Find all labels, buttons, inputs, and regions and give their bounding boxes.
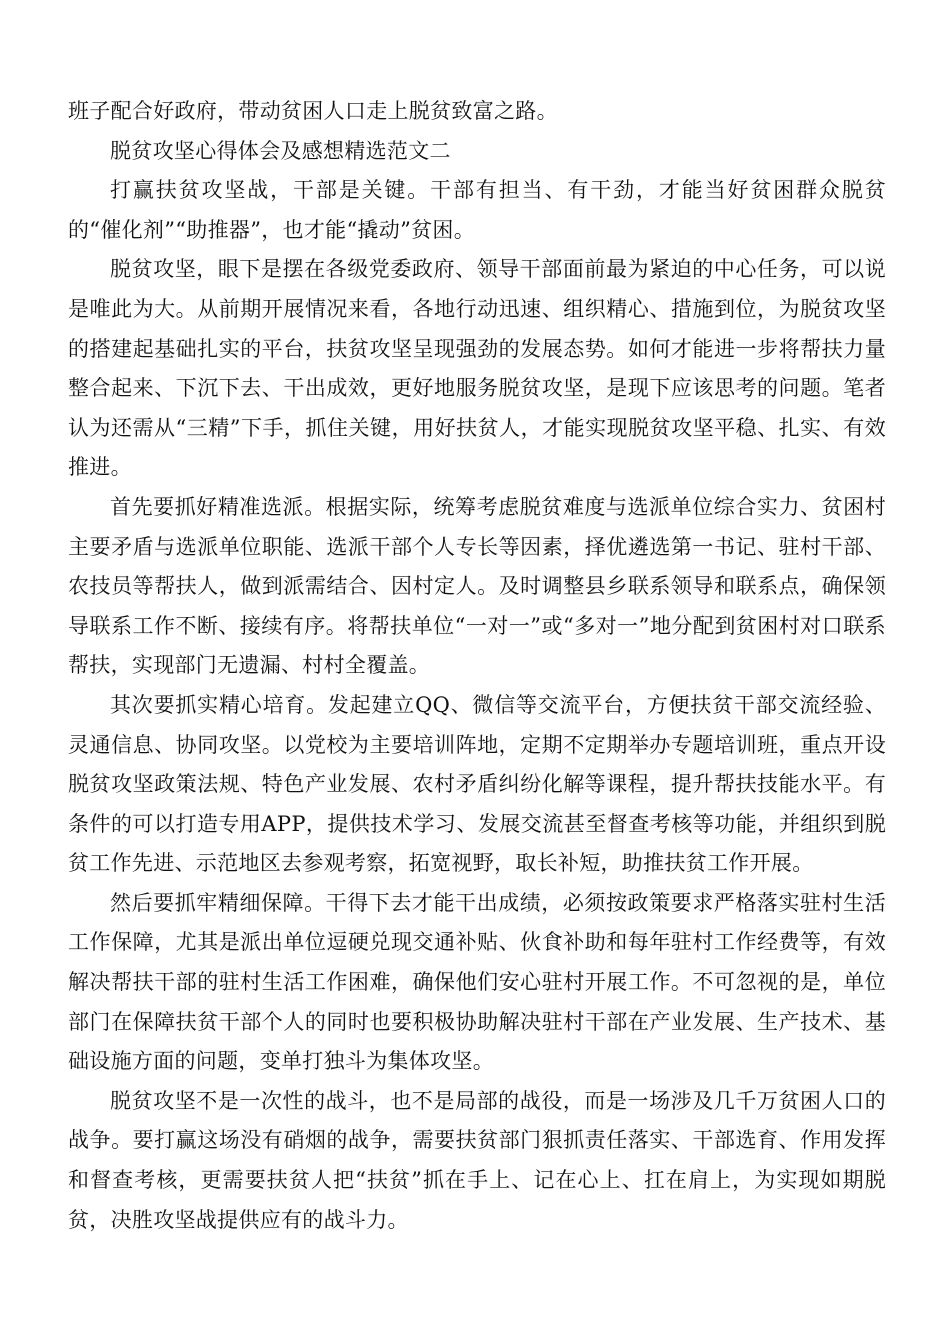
- body-paragraph: 首先要抓好精准选派。根据实际，统筹考虑脱贫难度与选派单位综合实力、贫困村主要矛盾与选派单位职能、选派干部个人专长等因素，择优遴选第一书记、驻村干部、农技员等帮扶人，做到派需结合、因村定人。及时调整县乡联系领导和联系点，确保领导联系工作不断、接续有序。将帮扶单位“一对一”或“多对一”地分配到贫困村对口联系帮扶，实现部门无遗漏、村村全覆盖。: [68, 494, 886, 678]
- body-paragraph: 打赢扶贫攻坚战，干部是关键。干部有担当、有干劲，才能当好贫困群众脱贫的“催化剂”“助推器”，也才能“撬动”贫困。: [68, 178, 886, 242]
- body-paragraph: 其次要抓实精心培育。发起建立QQ、微信等交流平台，方便扶贫干部交流经验、灵通信息、协同攻坚。以党校为主要培训阵地，定期不定期举办专题培训班，重点开设脱贫攻坚政策法规、特色产业发展、农村矛盾纠纷化解等课程，提升帮扶技能水平。有条件的可以打造专用APP，提供技术学习、发展交流甚至督查考核等功能，并组织到脱贫工作先进、示范地区去参观考察，拓宽视野，取长补短，助推扶贫工作开展。: [68, 692, 886, 876]
- section-title: 脱贫攻坚心得体会及感想精选范文二: [110, 138, 451, 163]
- document-body: [68, 92, 886, 1240]
- continued-paragraph: 班子配合好政府，带动贫困人口走上脱贫致富之路。: [68, 99, 558, 123]
- body-paragraph: 然后要抓牢精细保障。干得下去才能干出成绩，必须按政策要求严格落实驻村生活工作保障，尤其是派出单位逗硬兑现交通补贴、伙食补助和每年驻村工作经费等，有效解决帮扶干部的驻村生活工作困难，确保他们安心驻村开展工作。不可忽视的是，单位部门在保障扶贫干部个人的同时也要积极协助解决驻村干部在产业发展、生产技术、基础设施方面的问题，变单打独斗为集体攻坚。: [68, 890, 886, 1074]
- body-paragraph: 脱贫攻坚不是一次性的战斗，也不是局部的战役，而是一场涉及几千万贫困人口的战争。要打赢这场没有硝烟的战争，需要扶贫部门狠抓责任落实、干部选育、作用发挥和督查考核，更需要扶贫人把“扶贫”抓在手上、记在心上、扛在肩上，为实现如期脱贫，决胜攻坚战提供应有的战斗力。: [68, 1088, 886, 1232]
- body-paragraph: 脱贫攻坚，眼下是摆在各级党委政府、领导干部面前最为紧迫的中心任务，可以说是唯此为大。从前期开展情况来看，各地行动迅速、组织精心、措施到位，为脱贫攻坚的搭建起基础扎实的平台，扶贫攻坚呈现强劲的发展态势。如何才能进一步将帮扶力量整合起来、下沉下去、干出成效，更好地服务脱贫攻坚，是现下应该思考的问题。笔者认为还需从“三精”下手，抓住关键，用好扶贫人，才能实现脱贫攻坚平稳、扎实、有效推进。: [68, 257, 886, 480]
